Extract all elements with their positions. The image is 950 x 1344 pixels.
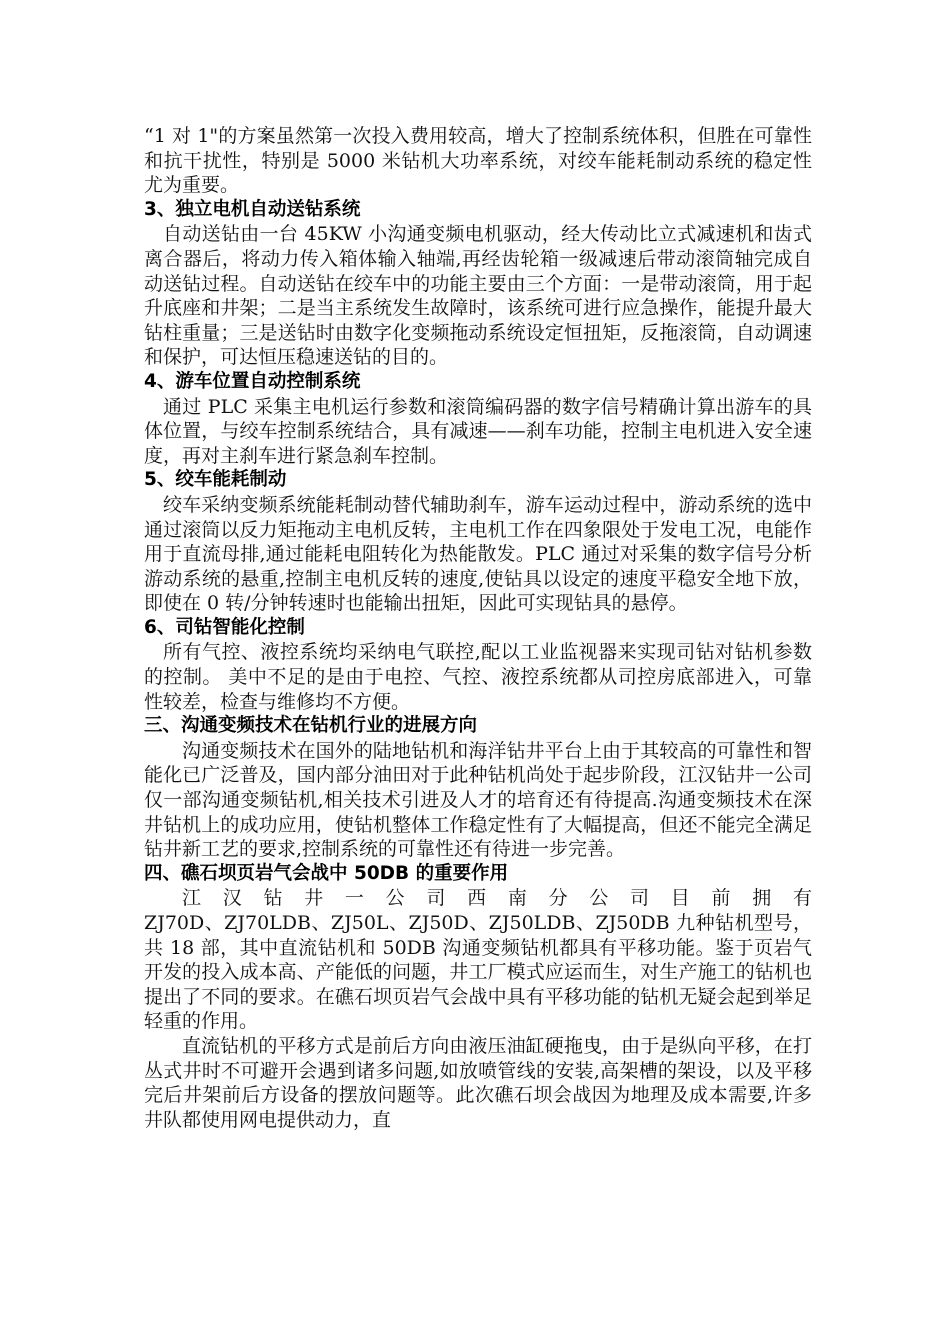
- paragraph-rig-inventory-line1: 江汉钻井一公司西南分公司目前拥有: [182, 887, 812, 910]
- paragraph-auto-drilling: 自动送钻由一台 45KW 小沟通变频电机驱动，经大传动比立式减速机和齿式离合器后，将动力传入箱体输入轴端,再经齿轮箱一级减速后带动滚筒轴完成自动送钻过程。自动送钻在绞车中的功能主要由三个方面：一是带动滚筒，用于起升底座和井架；二是当主系统发生故障时，该系统可进行应急操作，能提升最大钻柱重量；三是送钻时由数字化变频拖动系统设定恒扭矩，反拖滚筒，自动调速和保护，可达恒压稳速送钻的目的。: [144, 223, 812, 369]
- section-heading-5: 5、绞车能耗制动: [144, 469, 287, 491]
- paragraph-energy-braking: 绞车采纳变频系统能耗制动替代辅助刹车，游车运动过程中，游动系统的选中通过滚筒以反力矩拖动主电机反转，主电机工作在四象限处于发电工况，电能作用于直流母排,通过能耗电阻转化为热能散发。PLC 通过对采集的数字信号分析游动系统的悬重,控制主电机反转的速度,使钻具以设定的速度平稳安全地下放，即使在 0 转/分钟转速时也能输出扭矩，因此可实现钻具的悬停。: [144, 493, 812, 615]
- paragraph-intro: “1 对 1"的方案虽然第一次投入费用较高，增大了控制系统体积，但胜在可靠性和抗干扰性，特别是 5000 米钻机大功率系统，对绞车能耗制动系统的稳定性尤为重要。: [144, 125, 812, 197]
- paragraph-block-position: 通过 PLC 采集主电机运行参数和滚筒编码器的数字信号精确计算出游车的具体位置，与绞车控制系统结合，具有减速——刹车功能，控制主电机进入安全速度，再对主刹车进行紧急刹车控制。: [144, 395, 812, 467]
- section-heading-6: 6、司钻智能化控制: [144, 616, 305, 638]
- paragraph-dc-rig-movement: 直流钻机的平移方式是前后方向由液压油缸硬拖曳，由于是纵向平移，在打丛式井时不可避开会遇到诸多问题,如放喷管线的安装,高架槽的架设，以及平移完后井架前后方设备的摆放问题等。此次礁石坝会战因为地理及成本需要,许多井队都使用网电提供动力，直: [144, 1034, 812, 1131]
- section-heading-iv: 四、礁石坝页岩气会战中 50DB 的重要作用: [144, 862, 509, 884]
- document-body: [144, 124, 812, 1132]
- paragraph-rig-inventory: ZJ70D、ZJ70LDB、ZJ50L、ZJ50D、ZJ50LDB、ZJ50DB 九种钻机型号，共 18 部，其中直流钻机和 50DB 沟通变频钻机都具有平移功能。鉴于页岩气开发的投入成本高、产能低的问题，井工厂模式应运而生，对生产施工的钻机也提出了不同的要求。在礁石坝页岩气会战中具有平移功能的钻机无疑会起到举足轻重的作用。: [144, 912, 812, 1033]
- section-heading-3: 3、独立电机自动送钻系统: [144, 198, 361, 220]
- paragraph-driller-control: 所有气控、液控系统均采纳电气联控,配以工业监视器来实现司钻对钻机参数的控制。 美中不足的是由于电控、气控、液控系统都从司控房底部进入，可靠性较差，检查与维修均不方便。: [144, 641, 812, 713]
- section-heading-iii: 三、沟通变频技术在钻机行业的进展方向: [144, 715, 478, 737]
- paragraph-development-direction: 沟通变频技术在国外的陆地钻机和海洋钻井平台上由于其较高的可靠性和智能化已广泛普及，国内部分油田对于此种钻机尚处于起步阶段，江汉钻井一公司仅一部沟通变频钻机,相关技术引进及人才的培育还有待提高.沟通变频技术在深井钻机上的成功应用，使钻机整体工作稳定性有了大幅提高，但还不能完全满足钻井新工艺的要求,控制系统的可靠性还有待进一步完善。: [144, 739, 812, 861]
- section-heading-4: 4、游车位置自动控制系统: [144, 370, 361, 392]
